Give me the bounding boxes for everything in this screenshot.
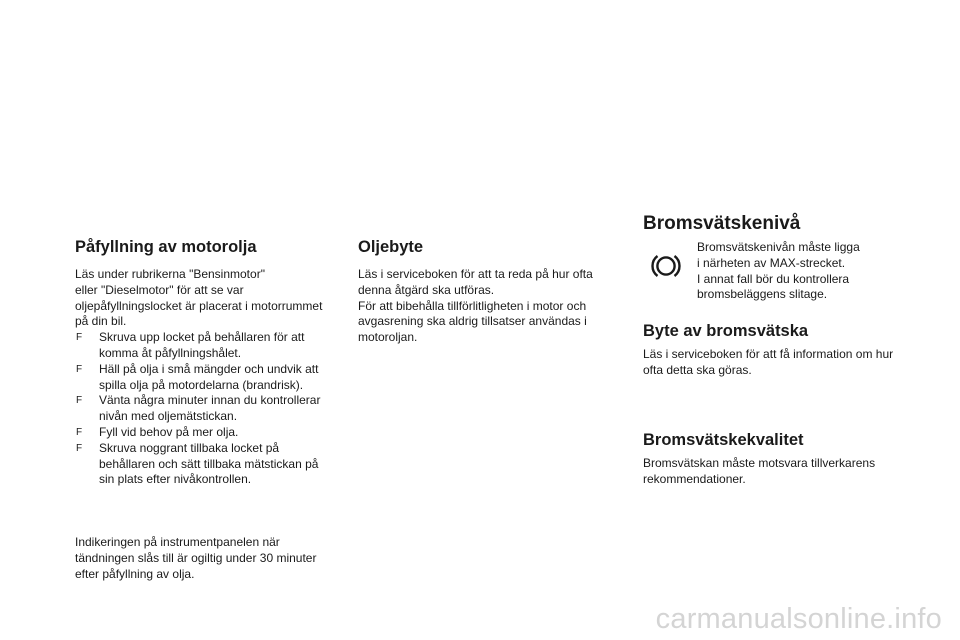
text-line: motoroljan. — [358, 330, 418, 345]
motor-oil-heading: Påfyllning av motorolja — [75, 238, 257, 256]
step-line: komma åt påfyllningshålet. — [99, 345, 242, 360]
note-line: Indikeringen på instrumentpanelen när — [75, 535, 280, 549]
brake-warning-icon — [648, 251, 684, 281]
brake-fluid-quality-text — [643, 456, 913, 488]
oil-change-heading: Oljebyte — [358, 238, 424, 256]
step-line: Vänta några minuter innan du kontrollerar — [99, 393, 321, 408]
intro-line: på din bil. — [75, 314, 127, 329]
note-line: efter påfyllning av olja. — [75, 566, 195, 581]
step-line: spilla olja på motordelarna (brandrisk). — [99, 377, 304, 392]
step-line: sin plats efter nivåkontrollen. — [99, 472, 252, 487]
motor-oil-note — [75, 535, 345, 582]
list-item — [75, 425, 345, 441]
list-item — [75, 362, 345, 394]
watermark: carmanualsonline.info — [655, 603, 942, 635]
motor-oil-steps — [75, 330, 345, 488]
step-line: Fyll vid behov på mer olja. — [99, 424, 239, 439]
step-line: Häll på olja i små mängder och undvik att — [99, 361, 319, 376]
list-item — [75, 393, 345, 425]
oil-change-text — [358, 267, 618, 346]
bullet-marker-icon: F — [76, 426, 83, 438]
list-item — [75, 441, 345, 488]
brake-fluid-level-heading: Bromsvätskenivå — [643, 213, 801, 234]
brake-fluid-quality-heading: Bromsvätskekvalitet — [643, 431, 804, 449]
step-line: Skruva noggrant tillbaka locket på — [99, 440, 280, 455]
oil-change-section — [358, 238, 618, 346]
text-line: rekommendationer. — [643, 471, 746, 486]
list-item — [75, 330, 345, 362]
bullet-marker-icon: F — [76, 363, 83, 375]
brake-fluid-quality-section — [643, 431, 913, 488]
text-line: Bromsvätskenivån måste ligga — [697, 240, 860, 254]
intro-line: eller "Dieselmotor" för att se var — [75, 282, 244, 297]
bullet-marker-icon: F — [76, 332, 83, 344]
brake-warning-icon-svg — [648, 251, 684, 281]
brake-fluid-change-section — [643, 322, 913, 379]
step-line: nivån med oljemätstickan. — [99, 409, 238, 424]
text-line: Läs i serviceboken för att ta reda på hur ofta — [358, 267, 593, 281]
bullet-marker-icon: F — [76, 395, 83, 407]
motor-oil-intro — [75, 267, 345, 330]
text-line: avgasrening ska aldrig tillsatser användas i — [358, 314, 587, 329]
intro-line: Läs under rubrikerna "Bensinmotor" — [75, 267, 265, 281]
bullet-marker-icon: F — [76, 442, 83, 454]
motor-oil-section — [75, 238, 345, 488]
text-line: denna åtgärd ska utföras. — [358, 282, 495, 297]
text-line: För att bibehålla tillförlitligheten i motor och — [358, 298, 587, 313]
text-line: i närheten av MAX-strecket. — [697, 255, 846, 270]
brake-fluid-level-text — [697, 240, 897, 303]
text-line: I annat fall bör du kontrollera — [697, 271, 850, 286]
brake-fluid-change-heading: Byte av bromsvätska — [643, 322, 809, 340]
step-line: Skruva upp locket på behållaren för att — [99, 330, 305, 345]
text-line: Bromsvätskan måste motsvara tillverkarens — [643, 456, 876, 470]
text-line: Läs i serviceboken för att få information om hur — [643, 347, 894, 361]
text-line: ofta detta ska göras. — [643, 362, 752, 377]
intro-line: oljepåfyllningslocket är placerat i motorrummet — [75, 298, 323, 313]
note-line: tändningen slås till är ogiltig under 30 minuter — [75, 550, 317, 565]
brake-fluid-change-text — [643, 347, 913, 379]
text-line: bromsbeläggens slitage. — [697, 287, 828, 302]
step-line: behållaren och sätt tillbaka mätstickan på — [99, 456, 319, 471]
